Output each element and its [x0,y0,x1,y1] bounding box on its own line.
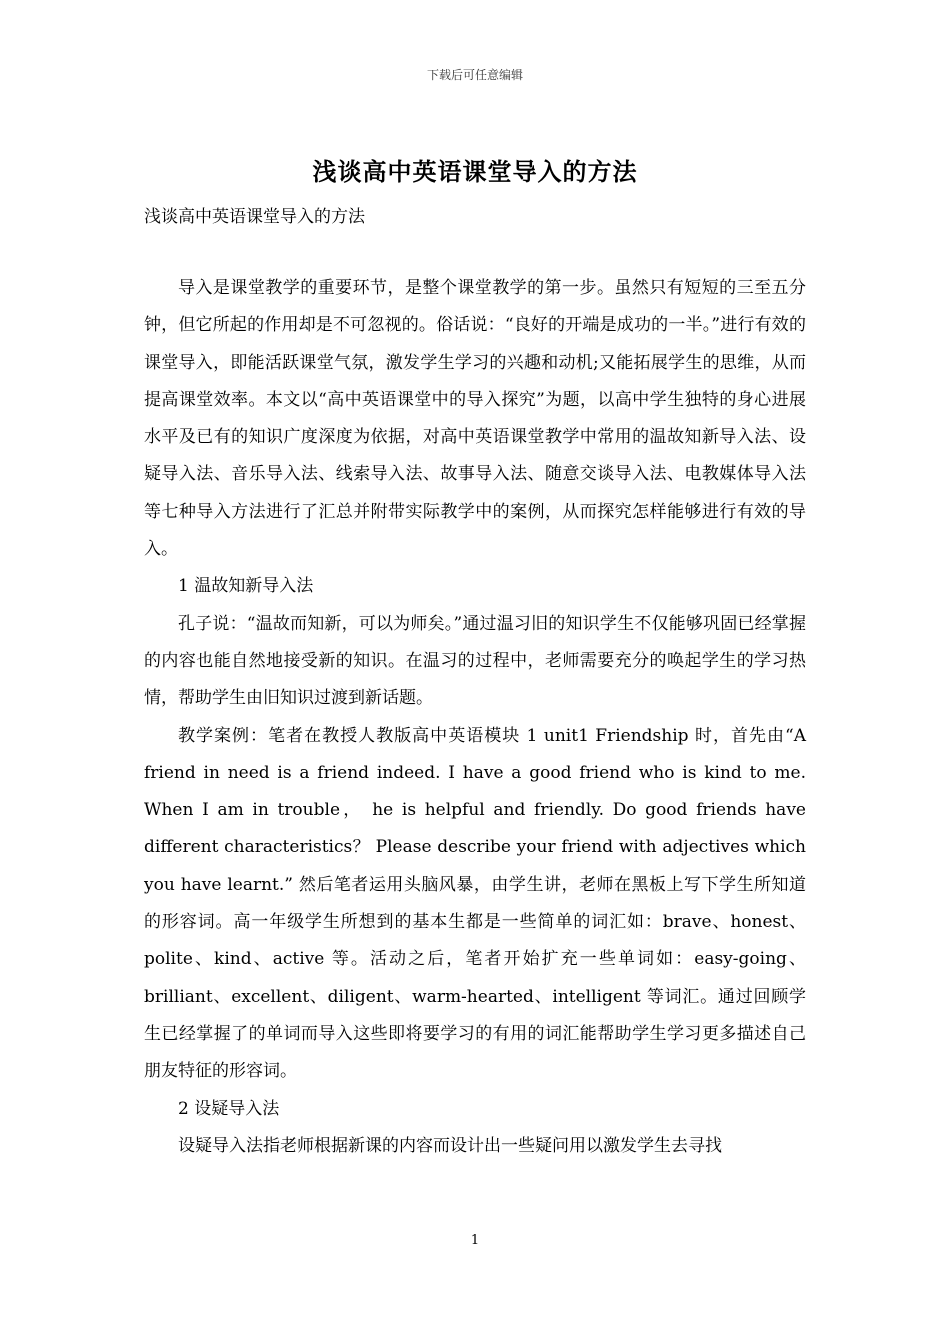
page-number: 1 [470,1233,480,1248]
section-heading-2: 2 设疑导入法 [178,1098,280,1119]
document-subtitle: 浅谈高中英语课堂导入的方法 [144,207,365,227]
document-body [144,270,806,1165]
section-2-paragraph: 设疑导入法指老师根据新课的内容而设计出一些疑问用以激发学生去寻找 [178,1135,722,1156]
document-title: 浅谈高中英语课堂导入的方法 [312,157,638,186]
section-1-paragraph: 孔子说：“温故而知新，可以为师矣。”通过温习旧的知识学生不仅能够巩固已经掌握的内容也能自然地接受新的知识。在温习的过程中，老师需要充分的唤起学生的学习热情，帮助学生由旧知识过渡到新话题。 [144,613,806,709]
intro-paragraph: 导入是课堂教学的重要环节，是整个课堂教学的第一步。虽然只有短短的三至五分钟，但它所起的作用却是不可忽视的。俗话说：“良好的开端是成功的一半。”进行有效的课堂导入，即能活跃课堂气氛，激发学生学习的兴趣和动机;又能拓展学生的思维，从而提高课堂效率。本文以“高中英语课堂中的导入探究”为题，以高中学生独特的身心进展水平及已有的知识广度深度为依据，对高中英语课堂教学中常用的温故知新导入法、设疑导入法、音乐导入法、线索导入法、故事导入法、随意交谈导入法、电教媒体导入法等七种导入方法进行了汇总并附带实际教学中的案例，从而探究怎样能够进行有效的导入。 [144,278,806,560]
teaching-case-paragraph: 教学案例：笔者在教授人教版高中英语模块 1 unit1 Friendship 时，首先由“A friend in need is a friend indeed. I have a good friend who is kind to me. When I am in trouble， he is helpful and friendly. Do good friends have different characteristics？ Please describe your friend with adjectives which you have learnt.” 然后笔者运用头脑风暴，由学生讲，老师在黑板上写下学生所知道的形容词。高一年级学生所想到的基本生都是一些简单的词汇如：brave、honest、polite、kind、active 等。活动之后，笔者开始扩充一些单词如：easy-going、brilliant、excellent、diligent、warm-hearted、intelligent 等词汇。通过回顾学生已经掌握了的单词而导入这些即将要学习的有用的词汇能帮助学生学习更多描述自己朋友特征的形容词。 [144,725,806,1082]
page-header-note: 下载后可任意编辑 [426,68,523,82]
section-heading-1: 1 温故知新导入法 [178,576,314,597]
